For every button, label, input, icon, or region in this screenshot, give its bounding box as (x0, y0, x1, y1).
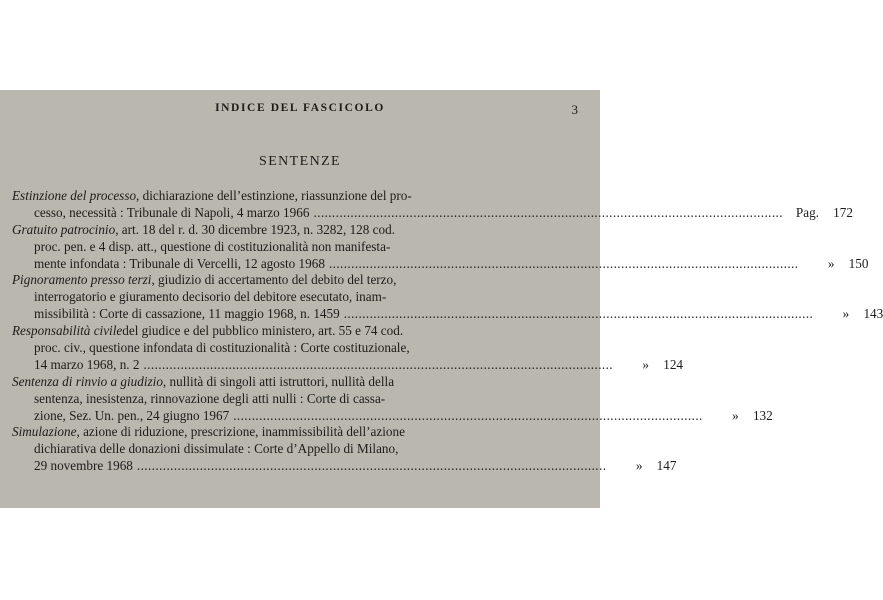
index-entry (12, 323, 683, 374)
entry-topic: Estinzione del processo (12, 188, 137, 203)
entry-page-number: 124 (663, 356, 683, 372)
entry-text: zione, Sez. Un. pen., 24 giugno 1967 (34, 407, 230, 423)
index-entry (12, 373, 773, 425)
dot-leader: ............................................................................................................................... (328, 255, 799, 271)
entry-last-line (12, 407, 773, 425)
index-entries (12, 188, 883, 475)
entry-page-number: 147 (656, 458, 677, 474)
entry-topic: Responsabilità civile (12, 323, 123, 339)
entry-first-line (12, 222, 584, 239)
index-entry (12, 221, 869, 273)
entry-text: cesso, necessità : Tribunale di Napoli, 4 marzo 1966 (34, 204, 310, 220)
entry-text: , dichiarazione dell’estinzione, riassunzione del pro- (136, 188, 412, 203)
entry-first-line (12, 424, 584, 441)
entry-text: , nullità di singoli atti istruttori, nullità della (162, 373, 395, 389)
entry-text: , art. 18 del r. d. 30 dicembre 1923, n. 3282, 128 cod. (115, 221, 396, 237)
dot-leader: ............................................................................................................................... (136, 458, 607, 474)
entry-text: , giudizio di accertamento del debito del terzo, (151, 272, 397, 288)
entry-page-number: 172 (833, 204, 853, 220)
entry-last-line (12, 306, 883, 323)
entry-page-number: 143 (863, 306, 883, 322)
book-page (0, 90, 883, 508)
index-entry (12, 424, 677, 475)
page-prefix: » (842, 306, 850, 322)
entry-first-line (12, 188, 584, 205)
entry-text: del giudice e del pubblico ministero, art. 55 e 74 cod. (122, 323, 404, 339)
entry-line (12, 340, 584, 357)
entry-line (12, 239, 584, 256)
entry-topic: Pignoramento presso terzi (12, 272, 152, 288)
entry-text: mente infondata : Tribunale di Vercelli, 12 agosto 1968 (34, 255, 325, 271)
entry-first-line (12, 374, 584, 391)
page-prefix: » (642, 356, 649, 372)
running-title: INDICE DEL FASCICOLO (215, 102, 385, 114)
entry-text: , azione di riduzione, prescrizione, inammissibilità dell’azione (76, 424, 405, 440)
entry-last-line (12, 255, 869, 273)
page-prefix: » (827, 255, 835, 271)
entry-text: dichiarativa delle donazioni dissimulate : Corte d’Appello di Milano, (34, 441, 399, 457)
dot-leader: ............................................................................................................................... (343, 306, 814, 322)
entry-text: sentenza, inesistenza, rinnovazione degli atti nulli : Corte di cassa- (34, 390, 386, 406)
entry-text: 14 marzo 1968, n. 2 (34, 356, 140, 372)
entry-text: proc. civ., questione infondata di costituzionalità : Corte costituzionale, (34, 340, 410, 356)
index-entry (12, 188, 853, 222)
page-number: 3 (571, 102, 578, 117)
running-header (0, 102, 600, 118)
entry-last-line (12, 356, 683, 374)
page-prefix: Pag. (795, 204, 819, 220)
entry-line (12, 289, 584, 306)
dot-leader: ............................................................................................................................... (313, 204, 783, 220)
index-entry (12, 272, 883, 323)
entry-topic: Gratuito patrocinio (12, 221, 116, 237)
entry-text: missibilità : Corte di cassazione, 11 maggio 1968, n. 1459 (34, 306, 340, 322)
entry-text: 29 novembre 1968 (34, 458, 133, 474)
entry-first-line (12, 323, 584, 340)
entry-last-line (12, 458, 677, 475)
entry-topic: Simulazione (12, 424, 77, 440)
entry-topic: Sentenza di rinvio a giudizio (12, 373, 163, 389)
section-title: SENTENZE (259, 154, 341, 169)
page-prefix: » (635, 458, 643, 474)
page-prefix: » (732, 407, 739, 423)
entry-page-number: 150 (848, 255, 869, 271)
entry-first-line (12, 272, 584, 289)
entry-line (12, 441, 584, 458)
entry-page-number: 132 (752, 407, 773, 423)
entry-text: interrogatorio e giuramento decisorio del debitore esecutato, inam- (34, 289, 387, 305)
dot-leader: ............................................................................................................................... (233, 407, 703, 423)
dot-leader: ............................................................................................................................... (143, 356, 613, 372)
entry-last-line (12, 204, 853, 222)
entry-line (12, 391, 584, 408)
entry-text: proc. pen. e 4 disp. att., questione di costituzionalità non manifesta- (34, 238, 391, 254)
